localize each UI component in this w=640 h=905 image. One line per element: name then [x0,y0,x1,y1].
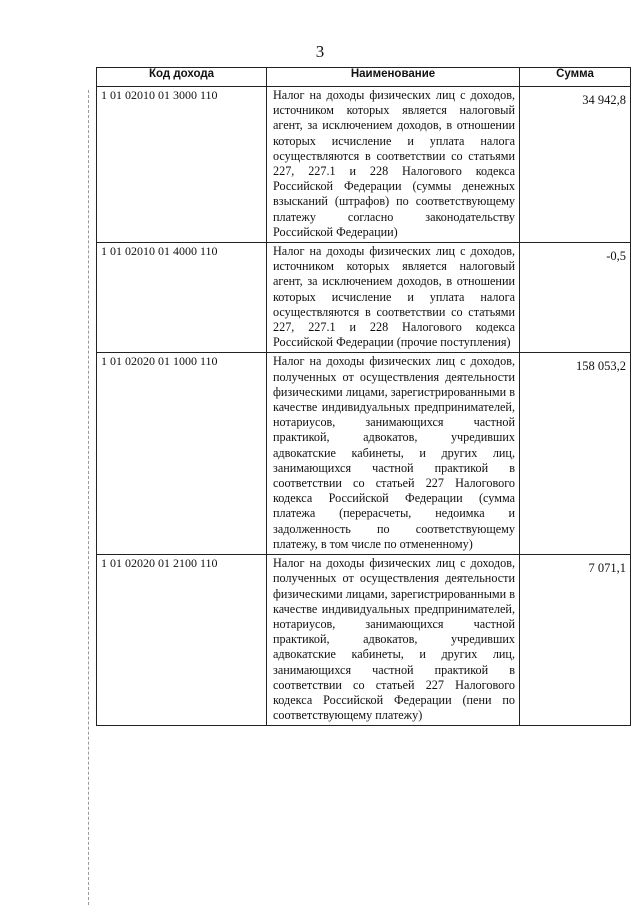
income-name: Налог на доходы физических лиц с доходов, источником которых является налоговый агент, за исключением доходов, в отношении которых исчисление и уплата налога осуществляются в соответствии со статьями 227, 227.1 и 228 Налогового кодекса Российской Федерации (суммы денежных взысканий (штрафов) по соответствующему платежу согласно законодательству Российской Федерации) [267,87,520,243]
income-amount: -0,5 [520,243,631,353]
income-name: Налог на доходы физических лиц с доходов, источником которых является налоговый агент, за исключением доходов, в отношении которых исчисление и уплата налога осуществляются в соответствии со статьями 227, 227.1 и 228 Налогового кодекса Российской Федерации (прочие поступления) [267,243,520,353]
header-name: Наименование [267,68,520,87]
income-amount: 34 942,8 [520,87,631,243]
header-amount: Сумма [520,68,631,87]
income-name: Налог на доходы физических лиц с доходов, полученных от осуществления деятельности физическими лицами, зарегистрированными в качестве индивидуальных предпринимателей, нотариусов, занимающихся частной практикой, адвокатов, учредивших адвокатские кабинеты, и других лиц, занимающихся частной практикой в соответствии со статьей 227 Налогового кодекса Российской Федерации (сумма платежа (перерасчеты, недоимка и задолженность по соответствующему платежу, в том числе по отмененному) [267,353,520,555]
margin-line [88,90,89,905]
income-code: 1 01 02010 01 4000 110 [97,243,267,353]
table-row [97,87,631,243]
table-row [97,555,631,726]
header-code: Код дохода [97,68,267,87]
table-row [97,353,631,555]
table-header-row [97,68,631,87]
table-row [97,243,631,353]
income-code: 1 01 02020 01 2100 110 [97,555,267,726]
income-code: 1 01 02020 01 1000 110 [97,353,267,555]
revenue-table [96,67,631,726]
income-amount: 7 071,1 [520,555,631,726]
income-amount: 158 053,2 [520,353,631,555]
income-name: Налог на доходы физических лиц с доходов, полученных от осуществления деятельности физическими лицами, зарегистрированными в качестве индивидуальных предпринимателей, нотариусов, занимающихся частной практикой, адвокатов, учредивших адвокатские кабинеты, и других лиц, занимающихся частной практикой в соответствии со статьей 227 Налогового кодекса Российской Федерации (пени по соответствующему платежу) [267,555,520,726]
page-number: 3 [315,42,325,61]
income-code: 1 01 02010 01 3000 110 [97,87,267,243]
